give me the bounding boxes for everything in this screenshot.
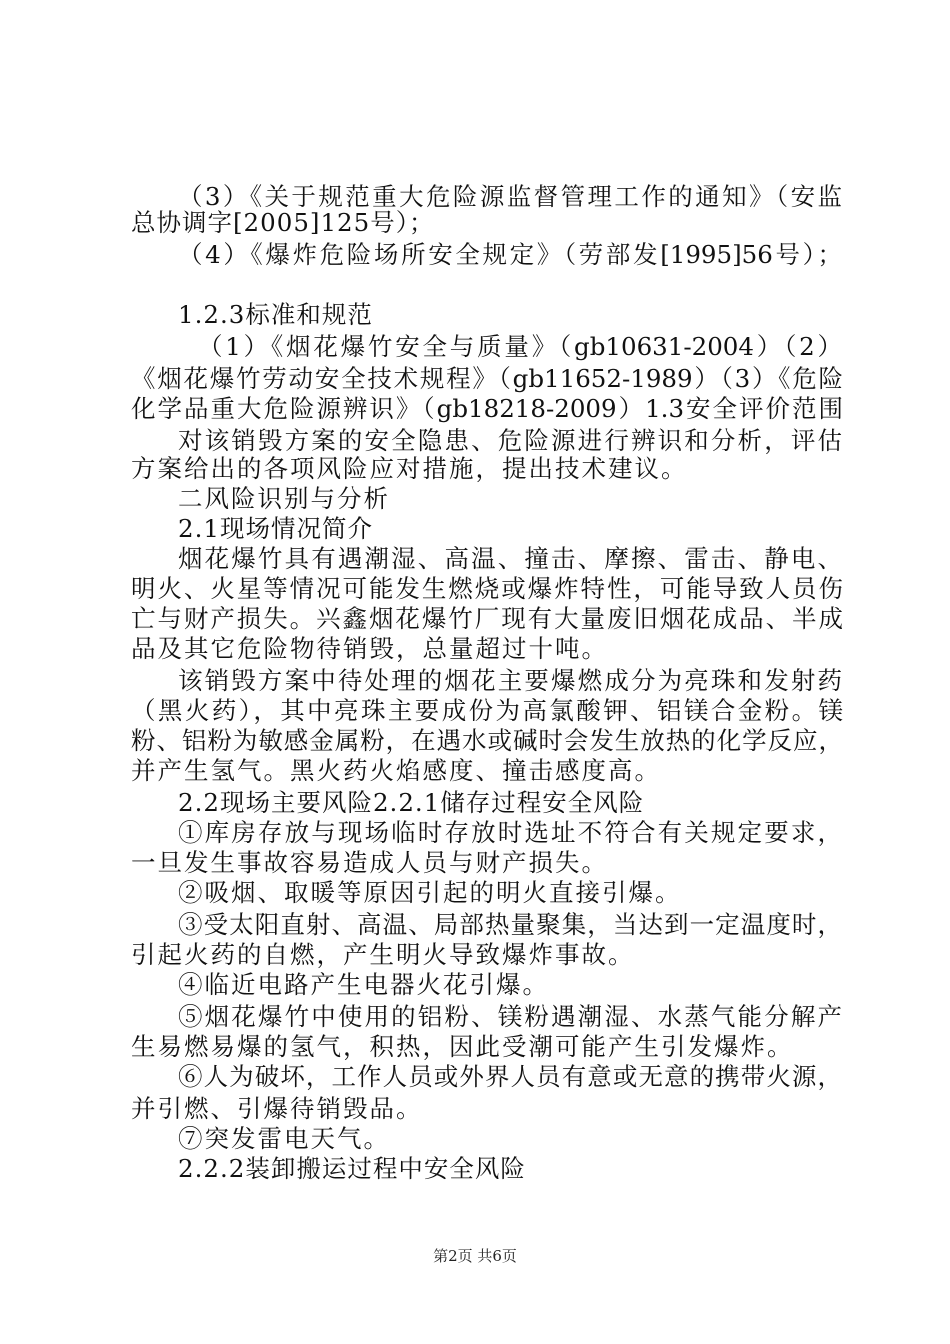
- paragraph-line: 烟花爆竹具有遇潮湿、高温、撞击、摩擦、雷击、静电、: [178, 544, 842, 573]
- paragraph-line: （3）《关于规范重大危险源监督管理工作的通知》（安监: [178, 182, 842, 211]
- paragraph-line: 并产生氢气。黑火药火焰感度、撞击感度高。: [131, 756, 661, 785]
- section-heading: 1.2.3标准和规范: [178, 300, 373, 329]
- paragraph-line: 生易燃易爆的氢气，积热，因此受潮可能产生引发爆炸。: [131, 1032, 794, 1061]
- paragraph-line: 对该销毁方案的安全隐患、危险源进行辨识和分析，评估: [178, 426, 842, 455]
- paragraph-line: （1）《烟花爆竹安全与质量》（gb10631-2004）（2）: [198, 332, 842, 361]
- paragraph-line: （4）《爆炸危险场所安全规定》（劳部发[1995]56号）；: [178, 240, 842, 269]
- page-number-label: 第2页 共6页: [433, 1247, 517, 1265]
- paragraph-line: ⑤烟花爆竹中使用的铝粉、镁粉遇潮湿、水蒸气能分解产: [178, 1002, 842, 1031]
- paragraph-line: 亡与财产损失。兴鑫烟花爆竹厂现有大量废旧烟花成品、半成: [131, 604, 843, 633]
- paragraph-line: 总协调字[2005]125号）；: [131, 208, 435, 237]
- page-footer: [0, 1246, 950, 1266]
- paragraph-line: 明火、火星等情况可能发生燃烧或爆炸特性，可能导致人员伤: [131, 574, 843, 603]
- paragraph-line: 一旦发生事故容易造成人员与财产损失。: [131, 848, 608, 877]
- paragraph-line: ②吸烟、取暖等原因引起的明火直接引爆。: [178, 878, 682, 907]
- paragraph-line: ③受太阳直射、高温、局部热量聚集，当达到一定温度时，: [178, 910, 842, 939]
- paragraph-line: 并引燃、引爆待销毁品。: [131, 1094, 423, 1123]
- paragraph-line: ①库房存放与现场临时存放时选址不符合有关规定要求，: [178, 818, 842, 847]
- section-heading: 2.2.2装卸搬运过程中安全风险: [178, 1154, 526, 1183]
- paragraph-line: 品及其它危险物待销毁，总量超过十吨。: [131, 634, 608, 663]
- paragraph-line: 粉、铝粉为敏感金属粉，在遇水或碱时会发生放热的化学反应，: [131, 726, 843, 755]
- paragraph-line: ⑥人为破坏，工作人员或外界人员有意或无意的携带火源，: [178, 1062, 842, 1091]
- paragraph-line: 化学品重大危险源辨识》（gb18218-2009）1.3安全评价范围: [131, 394, 843, 423]
- section-heading: 二风险识别与分析: [178, 484, 390, 513]
- paragraph-line: 该销毁方案中待处理的烟花主要爆燃成分为亮珠和发射药: [178, 666, 842, 695]
- paragraph-line: 引起火药的自燃，产生明火导致爆炸事故。: [131, 940, 635, 969]
- paragraph-line: 《烟花爆竹劳动安全技术规程》（gb11652-1989）（3）《危险: [131, 364, 843, 393]
- section-heading: 2.2现场主要风险2.2.1储存过程安全风险: [178, 788, 645, 817]
- paragraph-line: （黑火药），其中亮珠主要成份为高氯酸钾、铝镁合金粉。镁: [131, 696, 843, 725]
- paragraph-line: ④临近电路产生电器火花引爆。: [178, 970, 549, 999]
- paragraph-line: ⑦突发雷电天气。: [178, 1124, 390, 1153]
- section-heading: 2.1现场情况简介: [178, 514, 373, 543]
- paragraph-line: 方案给出的各项风险应对措施，提出技术建议。: [131, 454, 688, 483]
